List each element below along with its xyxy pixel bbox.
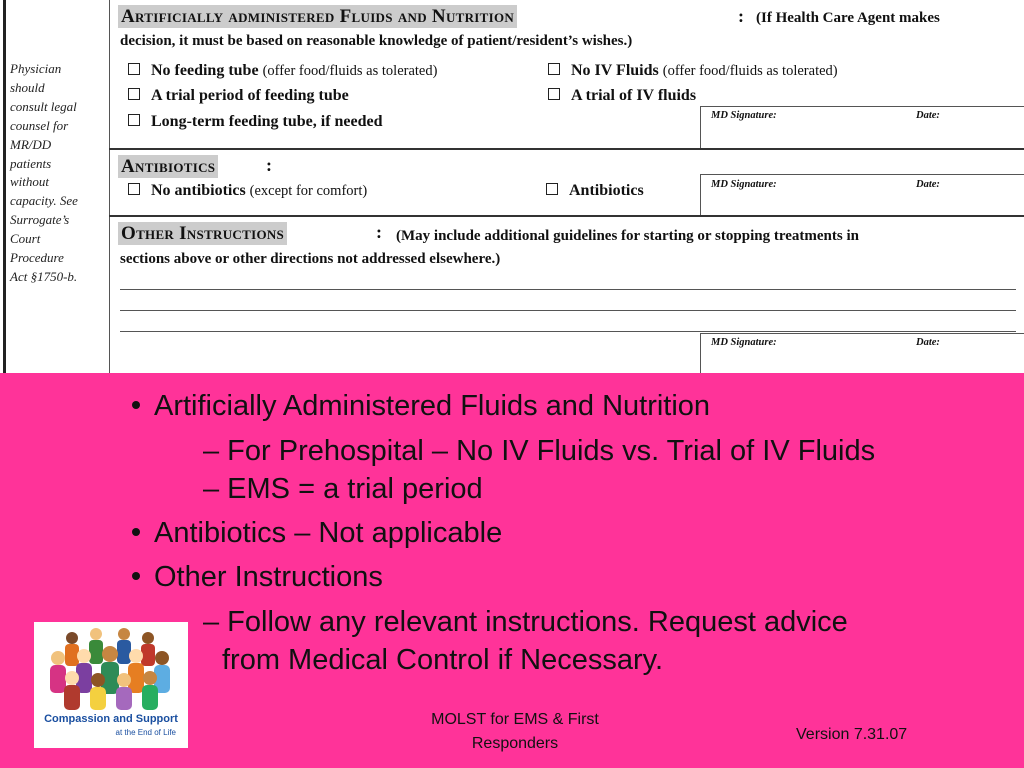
section-divider-1 [109, 148, 1024, 150]
checkbox-icon[interactable] [128, 88, 140, 100]
checkbox-icon[interactable] [128, 63, 140, 75]
option-label: No IV Fluids [571, 62, 659, 79]
other-header-note: (May include additional guidelines for starting or stopping treatments in [396, 228, 859, 244]
logo-text-sub: at the End of Life [115, 728, 176, 737]
blank-write-line[interactable] [120, 310, 1016, 311]
checkbox-icon[interactable] [546, 183, 558, 195]
antibiotics-section-header: Antibiotics [118, 155, 218, 178]
option-trial-feeding-tube[interactable] [128, 87, 349, 105]
bullet-text: Antibiotics – Not applicable [154, 517, 503, 549]
option-label: A trial of IV fluids [571, 87, 697, 104]
other-header-colon: : [376, 222, 382, 242]
bullet-dot-icon [132, 528, 140, 536]
footer-version: Version 7.31.07 [796, 726, 908, 743]
sub-bullet-follow-instructions: – Follow any relevant instructions. Request advice [203, 606, 848, 638]
antibiotics-header-colon: : [266, 155, 272, 175]
other-instructions-header: Other Instructions [118, 222, 287, 245]
option-no-feeding-tube[interactable] [128, 62, 437, 80]
date-label: Date: [916, 110, 940, 121]
option-label: No antibiotics [151, 182, 246, 199]
molst-form-image [0, 0, 1024, 373]
checkbox-icon[interactable] [548, 63, 560, 75]
md-signature-label: MD Signature: [711, 337, 777, 348]
sub-bullet-ems-trial: – EMS = a trial period [203, 473, 483, 505]
fluids-header-note: (If Health Care Agent makes [756, 10, 940, 26]
md-signature-label: MD Signature: [711, 110, 777, 121]
fluids-header-colon: : [738, 6, 744, 26]
checkbox-icon[interactable] [548, 88, 560, 100]
option-no-antibiotics[interactable] [128, 182, 367, 200]
footer-title [395, 708, 635, 756]
sig-box-top-3 [700, 333, 1024, 334]
sub-bullet-prehospital: – For Prehospital – No IV Fluids vs. Trial of IV Fluids [203, 435, 876, 467]
option-antibiotics[interactable] [546, 182, 644, 200]
logo-text-main: Compassion and Support [44, 713, 178, 725]
checkbox-icon[interactable] [128, 183, 140, 195]
option-no-iv-fluids[interactable] [548, 62, 838, 80]
bullet-dot-icon [132, 401, 140, 409]
sig-box-left-1 [700, 106, 701, 149]
section-divider-2 [109, 215, 1024, 217]
date-label: Date: [916, 337, 940, 348]
footer-title-line2: Responders [471, 735, 559, 752]
people-group-icon [34, 622, 188, 712]
fluids-header-note-2: decision, it must be based on reasonable knowledge of patient/resident’s wishes.) [120, 33, 633, 49]
option-note: (offer food/fluids as tolerated) [262, 63, 438, 79]
option-label: Long-term feeding tube, if needed [151, 113, 383, 130]
sig-box-top-2 [700, 174, 1024, 175]
sig-box-top-1 [700, 106, 1024, 107]
sig-box-left-3 [700, 333, 701, 373]
option-note: (except for comfort) [249, 183, 368, 199]
footer-title-line1: MOLST for EMS & First [431, 711, 599, 728]
option-long-term-feeding-tube[interactable] [128, 113, 383, 131]
option-label: No feeding tube [151, 62, 259, 79]
bullet-dot-icon [132, 572, 140, 580]
blank-write-line[interactable] [120, 289, 1016, 290]
date-label: Date: [916, 179, 940, 190]
option-trial-iv-fluids[interactable] [548, 87, 696, 105]
fluids-section-header: Artificially administered Fluids and Nutrition [118, 5, 517, 28]
option-label: A trial period of feeding tube [151, 87, 349, 104]
compassion-support-logo [34, 622, 188, 748]
bullet-text: Artificially Administered Fluids and Nutrition [154, 390, 711, 422]
checkbox-icon[interactable] [128, 114, 140, 126]
other-header-note-2: sections above or other directions not addressed elsewhere.) [120, 251, 501, 267]
blank-write-line[interactable] [120, 331, 1016, 332]
sidebar-legal-note: Physician should consult legal counsel for MR/DD patients without capacity. See Surrogate’s Court Procedure Act §1750-b. [10, 61, 78, 284]
sub-bullet-medical-control: from Medical Control if Necessary. [222, 644, 664, 676]
bullet-text: Other Instructions [154, 561, 383, 593]
bullet-antibiotics [132, 517, 502, 550]
md-signature-label: MD Signature: [711, 179, 777, 190]
option-note: (offer food/fluids as tolerated) [662, 63, 838, 79]
sig-box-left-2 [700, 174, 701, 216]
bullet-other-instructions [132, 561, 383, 594]
option-label: Antibiotics [569, 182, 644, 199]
bullet-fluids-nutrition [132, 390, 710, 423]
